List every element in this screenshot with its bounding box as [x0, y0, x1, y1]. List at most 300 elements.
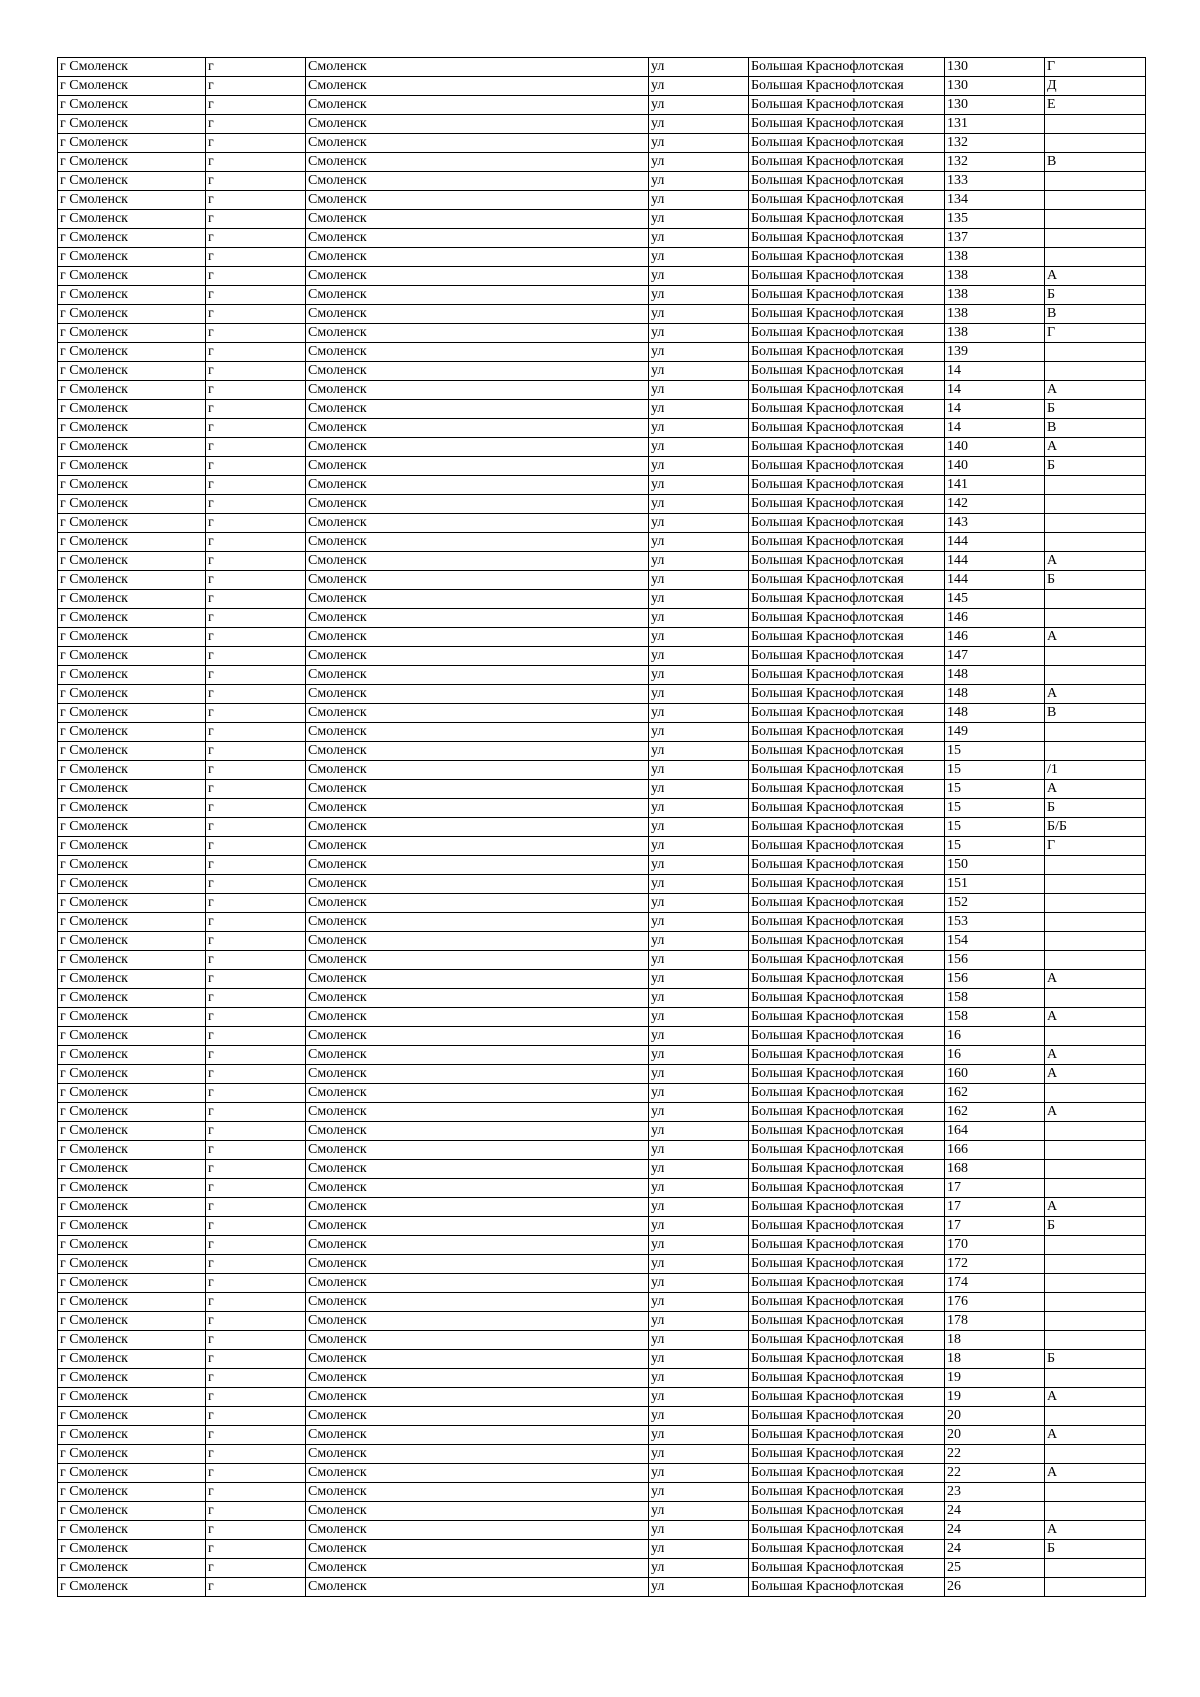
locality-name-cell: Смоленск [306, 457, 649, 476]
table-row [58, 1464, 1146, 1483]
street-name-cell: Большая Краснофлотская [749, 552, 945, 571]
city-full-cell: г Смоленск [58, 1502, 206, 1521]
locality-name-cell: Смоленск [306, 1388, 649, 1407]
locality-name-cell: Смоленск [306, 286, 649, 305]
building-letter-cell: Б [1045, 1540, 1146, 1559]
street-name-cell: Большая Краснофлотская [749, 723, 945, 742]
locality-name-cell: Смоленск [306, 1578, 649, 1597]
street-name-cell: Большая Краснофлотская [749, 438, 945, 457]
locality-type-cell: г [206, 1312, 306, 1331]
table-row [58, 115, 1146, 134]
street-name-cell: Большая Краснофлотская [749, 210, 945, 229]
table-row [58, 1426, 1146, 1445]
house-number-cell: 16 [945, 1027, 1045, 1046]
locality-name-cell: Смоленск [306, 666, 649, 685]
locality-name-cell: Смоленск [306, 894, 649, 913]
street-type-cell: ул [649, 324, 749, 343]
house-number-cell: 130 [945, 77, 1045, 96]
locality-type-cell: г [206, 856, 306, 875]
table-row [58, 818, 1146, 837]
locality-name-cell: Смоленск [306, 381, 649, 400]
table-row [58, 1179, 1146, 1198]
city-full-cell: г Смоленск [58, 210, 206, 229]
street-type-cell: ул [649, 685, 749, 704]
table-row [58, 1008, 1146, 1027]
street-type-cell: ул [649, 267, 749, 286]
street-type-cell: ул [649, 780, 749, 799]
street-type-cell: ул [649, 1559, 749, 1578]
locality-type-cell: г [206, 1350, 306, 1369]
locality-type-cell: г [206, 1217, 306, 1236]
locality-type-cell: г [206, 419, 306, 438]
locality-name-cell: Смоленск [306, 438, 649, 457]
street-name-cell: Большая Краснофлотская [749, 1407, 945, 1426]
locality-type-cell: г [206, 1008, 306, 1027]
street-name-cell: Большая Краснофлотская [749, 324, 945, 343]
table-row [58, 58, 1146, 77]
city-full-cell: г Смоленск [58, 571, 206, 590]
building-letter-cell: В [1045, 704, 1146, 723]
locality-type-cell: г [206, 1122, 306, 1141]
building-letter-cell [1045, 134, 1146, 153]
locality-type-cell: г [206, 1464, 306, 1483]
building-letter-cell: А [1045, 381, 1146, 400]
locality-type-cell: г [206, 438, 306, 457]
city-full-cell: г Смоленск [58, 248, 206, 267]
building-letter-cell [1045, 533, 1146, 552]
street-type-cell: ул [649, 58, 749, 77]
locality-name-cell: Смоленск [306, 1160, 649, 1179]
locality-name-cell: Смоленск [306, 1369, 649, 1388]
locality-name-cell: Смоленск [306, 704, 649, 723]
street-name-cell: Большая Краснофлотская [749, 1445, 945, 1464]
locality-type-cell: г [206, 704, 306, 723]
street-type-cell: ул [649, 913, 749, 932]
locality-name-cell: Смоленск [306, 1217, 649, 1236]
street-name-cell: Большая Краснофлотская [749, 115, 945, 134]
locality-type-cell: г [206, 115, 306, 134]
street-type-cell: ул [649, 400, 749, 419]
street-type-cell: ул [649, 894, 749, 913]
city-full-cell: г Смоленск [58, 609, 206, 628]
street-name-cell: Большая Краснофлотская [749, 419, 945, 438]
city-full-cell: г Смоленск [58, 343, 206, 362]
street-name-cell: Большая Краснофлотская [749, 58, 945, 77]
street-name-cell: Большая Краснофлотская [749, 1502, 945, 1521]
table-row [58, 1293, 1146, 1312]
house-number-cell: 146 [945, 609, 1045, 628]
house-number-cell: 138 [945, 324, 1045, 343]
house-number-cell: 19 [945, 1369, 1045, 1388]
street-name-cell: Большая Краснофлотская [749, 1027, 945, 1046]
locality-name-cell: Смоленск [306, 590, 649, 609]
street-type-cell: ул [649, 818, 749, 837]
house-number-cell: 138 [945, 286, 1045, 305]
locality-type-cell: г [206, 153, 306, 172]
locality-name-cell: Смоленск [306, 514, 649, 533]
house-number-cell: 148 [945, 685, 1045, 704]
table-row [58, 1236, 1146, 1255]
locality-name-cell: Смоленск [306, 1445, 649, 1464]
house-number-cell: 24 [945, 1521, 1045, 1540]
locality-type-cell: г [206, 799, 306, 818]
locality-type-cell: г [206, 628, 306, 647]
street-name-cell: Большая Краснофлотская [749, 1160, 945, 1179]
locality-type-cell: г [206, 1388, 306, 1407]
city-full-cell: г Смоленск [58, 229, 206, 248]
street-type-cell: ул [649, 1312, 749, 1331]
table-row [58, 1065, 1146, 1084]
house-number-cell: 170 [945, 1236, 1045, 1255]
locality-type-cell: г [206, 1141, 306, 1160]
street-type-cell: ул [649, 1141, 749, 1160]
table-row [58, 438, 1146, 457]
street-type-cell: ул [649, 856, 749, 875]
building-letter-cell [1045, 1141, 1146, 1160]
building-letter-cell [1045, 1255, 1146, 1274]
locality-type-cell: г [206, 818, 306, 837]
building-letter-cell: Г [1045, 58, 1146, 77]
building-letter-cell [1045, 1559, 1146, 1578]
house-number-cell: 18 [945, 1350, 1045, 1369]
street-type-cell: ул [649, 153, 749, 172]
locality-name-cell: Смоленск [306, 343, 649, 362]
street-type-cell: ул [649, 970, 749, 989]
street-name-cell: Большая Краснофлотская [749, 818, 945, 837]
street-name-cell: Большая Краснофлотская [749, 248, 945, 267]
city-full-cell: г Смоленск [58, 1198, 206, 1217]
table-row [58, 343, 1146, 362]
street-name-cell: Большая Краснофлотская [749, 609, 945, 628]
locality-name-cell: Смоленск [306, 1521, 649, 1540]
locality-name-cell: Смоленск [306, 115, 649, 134]
house-number-cell: 15 [945, 837, 1045, 856]
table-row [58, 1027, 1146, 1046]
locality-name-cell: Смоленск [306, 1065, 649, 1084]
locality-name-cell: Смоленск [306, 742, 649, 761]
locality-name-cell: Смоленск [306, 533, 649, 552]
locality-name-cell: Смоленск [306, 780, 649, 799]
street-type-cell: ул [649, 191, 749, 210]
street-name-cell: Большая Краснофлотская [749, 761, 945, 780]
street-name-cell: Большая Краснофлотская [749, 267, 945, 286]
house-number-cell: 15 [945, 799, 1045, 818]
city-full-cell: г Смоленск [58, 1464, 206, 1483]
city-full-cell: г Смоленск [58, 153, 206, 172]
city-full-cell: г Смоленск [58, 1160, 206, 1179]
street-type-cell: ул [649, 1445, 749, 1464]
building-letter-cell: А [1045, 1388, 1146, 1407]
street-type-cell: ул [649, 837, 749, 856]
locality-type-cell: г [206, 286, 306, 305]
city-full-cell: г Смоленск [58, 381, 206, 400]
locality-type-cell: г [206, 210, 306, 229]
street-type-cell: ул [649, 590, 749, 609]
locality-type-cell: г [206, 571, 306, 590]
house-number-cell: 164 [945, 1122, 1045, 1141]
street-name-cell: Большая Краснофлотская [749, 875, 945, 894]
table-row [58, 1084, 1146, 1103]
building-letter-cell [1045, 514, 1146, 533]
city-full-cell: г Смоленск [58, 419, 206, 438]
table-row [58, 856, 1146, 875]
building-letter-cell [1045, 1027, 1146, 1046]
street-name-cell: Большая Краснофлотская [749, 932, 945, 951]
building-letter-cell: А [1045, 685, 1146, 704]
building-letter-cell: А [1045, 1008, 1146, 1027]
locality-type-cell: г [206, 1407, 306, 1426]
locality-type-cell: г [206, 77, 306, 96]
table-row [58, 1103, 1146, 1122]
table-row [58, 1141, 1146, 1160]
city-full-cell: г Смоленск [58, 685, 206, 704]
street-name-cell: Большая Краснофлотская [749, 1388, 945, 1407]
street-type-cell: ул [649, 989, 749, 1008]
locality-name-cell: Смоленск [306, 628, 649, 647]
street-name-cell: Большая Краснофлотская [749, 970, 945, 989]
building-letter-cell [1045, 1407, 1146, 1426]
city-full-cell: г Смоленск [58, 1122, 206, 1141]
locality-type-cell: г [206, 647, 306, 666]
locality-name-cell: Смоленск [306, 1350, 649, 1369]
table-row [58, 77, 1146, 96]
locality-name-cell: Смоленск [306, 1293, 649, 1312]
city-full-cell: г Смоленск [58, 1578, 206, 1597]
street-name-cell: Большая Краснофлотская [749, 1369, 945, 1388]
street-type-cell: ул [649, 77, 749, 96]
building-letter-cell [1045, 1122, 1146, 1141]
table-row [58, 571, 1146, 590]
city-full-cell: г Смоленск [58, 1293, 206, 1312]
street-type-cell: ул [649, 1217, 749, 1236]
house-number-cell: 131 [945, 115, 1045, 134]
locality-name-cell: Смоленск [306, 970, 649, 989]
building-letter-cell [1045, 1274, 1146, 1293]
locality-name-cell: Смоленск [306, 495, 649, 514]
city-full-cell: г Смоленск [58, 856, 206, 875]
locality-type-cell: г [206, 134, 306, 153]
city-full-cell: г Смоленск [58, 400, 206, 419]
street-type-cell: ул [649, 571, 749, 590]
locality-type-cell: г [206, 305, 306, 324]
building-letter-cell [1045, 951, 1146, 970]
street-type-cell: ул [649, 1521, 749, 1540]
table-row [58, 1502, 1146, 1521]
city-full-cell: г Смоленск [58, 1084, 206, 1103]
table-row [58, 552, 1146, 571]
house-number-cell: 132 [945, 134, 1045, 153]
house-number-cell: 156 [945, 951, 1045, 970]
locality-type-cell: г [206, 1559, 306, 1578]
locality-name-cell: Смоленск [306, 1426, 649, 1445]
street-name-cell: Большая Краснофлотская [749, 172, 945, 191]
table-row [58, 514, 1146, 533]
building-letter-cell [1045, 1369, 1146, 1388]
table-row [58, 1369, 1146, 1388]
locality-type-cell: г [206, 400, 306, 419]
locality-name-cell: Смоленск [306, 552, 649, 571]
street-type-cell: ул [649, 1540, 749, 1559]
street-type-cell: ул [649, 495, 749, 514]
locality-type-cell: г [206, 1255, 306, 1274]
street-type-cell: ул [649, 666, 749, 685]
building-letter-cell: Е [1045, 96, 1146, 115]
street-type-cell: ул [649, 1198, 749, 1217]
city-full-cell: г Смоленск [58, 1407, 206, 1426]
street-type-cell: ул [649, 552, 749, 571]
city-full-cell: г Смоленск [58, 77, 206, 96]
locality-name-cell: Смоленск [306, 951, 649, 970]
table-row [58, 495, 1146, 514]
locality-type-cell: г [206, 1369, 306, 1388]
locality-type-cell: г [206, 1426, 306, 1445]
building-letter-cell [1045, 495, 1146, 514]
street-type-cell: ул [649, 628, 749, 647]
city-full-cell: г Смоленск [58, 552, 206, 571]
table-row [58, 229, 1146, 248]
house-number-cell: 174 [945, 1274, 1045, 1293]
table-row [58, 1331, 1146, 1350]
city-full-cell: г Смоленск [58, 58, 206, 77]
house-number-cell: 22 [945, 1445, 1045, 1464]
street-name-cell: Большая Краснофлотская [749, 913, 945, 932]
locality-type-cell: г [206, 1502, 306, 1521]
locality-type-cell: г [206, 1293, 306, 1312]
street-type-cell: ул [649, 514, 749, 533]
building-letter-cell: А [1045, 1046, 1146, 1065]
table-row [58, 1122, 1146, 1141]
house-number-cell: 158 [945, 1008, 1045, 1027]
street-type-cell: ул [649, 286, 749, 305]
city-full-cell: г Смоленск [58, 989, 206, 1008]
locality-name-cell: Смоленск [306, 1255, 649, 1274]
house-number-cell: 145 [945, 590, 1045, 609]
house-number-cell: 166 [945, 1141, 1045, 1160]
house-number-cell: 162 [945, 1084, 1045, 1103]
locality-name-cell: Смоленск [306, 1483, 649, 1502]
building-letter-cell: Б [1045, 571, 1146, 590]
street-name-cell: Большая Краснофлотская [749, 343, 945, 362]
house-number-cell: 154 [945, 932, 1045, 951]
locality-type-cell: г [206, 457, 306, 476]
city-full-cell: г Смоленск [58, 533, 206, 552]
building-letter-cell [1045, 1502, 1146, 1521]
locality-type-cell: г [206, 96, 306, 115]
locality-type-cell: г [206, 1198, 306, 1217]
street-type-cell: ул [649, 1084, 749, 1103]
street-name-cell: Большая Краснофлотская [749, 1008, 945, 1027]
city-full-cell: г Смоленск [58, 96, 206, 115]
house-number-cell: 14 [945, 381, 1045, 400]
table-row [58, 590, 1146, 609]
city-full-cell: г Смоленск [58, 1312, 206, 1331]
street-name-cell: Большая Краснофлотская [749, 1217, 945, 1236]
street-type-cell: ул [649, 799, 749, 818]
street-type-cell: ул [649, 248, 749, 267]
table-row [58, 1274, 1146, 1293]
house-number-cell: 152 [945, 894, 1045, 913]
street-type-cell: ул [649, 742, 749, 761]
locality-type-cell: г [206, 552, 306, 571]
building-letter-cell [1045, 1236, 1146, 1255]
building-letter-cell [1045, 742, 1146, 761]
street-name-cell: Большая Краснофлотская [749, 1084, 945, 1103]
table-row [58, 989, 1146, 1008]
table-row [58, 400, 1146, 419]
house-number-cell: 178 [945, 1312, 1045, 1331]
street-type-cell: ул [649, 1160, 749, 1179]
street-name-cell: Большая Краснофлотская [749, 666, 945, 685]
table-row [58, 362, 1146, 381]
locality-name-cell: Смоленск [306, 134, 649, 153]
locality-type-cell: г [206, 894, 306, 913]
house-number-cell: 24 [945, 1540, 1045, 1559]
city-full-cell: г Смоленск [58, 134, 206, 153]
locality-name-cell: Смоленск [306, 647, 649, 666]
building-letter-cell: В [1045, 305, 1146, 324]
building-letter-cell [1045, 856, 1146, 875]
street-type-cell: ул [649, 761, 749, 780]
street-name-cell: Большая Краснофлотская [749, 1103, 945, 1122]
table-row [58, 875, 1146, 894]
table-row [58, 723, 1146, 742]
house-number-cell: 25 [945, 1559, 1045, 1578]
house-number-cell: 141 [945, 476, 1045, 495]
house-number-cell: 26 [945, 1578, 1045, 1597]
locality-type-cell: г [206, 837, 306, 856]
table-row [58, 457, 1146, 476]
building-letter-cell [1045, 1293, 1146, 1312]
locality-name-cell: Смоленск [306, 248, 649, 267]
locality-name-cell: Смоленск [306, 1027, 649, 1046]
locality-name-cell: Смоленск [306, 837, 649, 856]
locality-type-cell: г [206, 989, 306, 1008]
building-letter-cell [1045, 172, 1146, 191]
locality-type-cell: г [206, 1540, 306, 1559]
locality-name-cell: Смоленск [306, 1122, 649, 1141]
table-row [58, 381, 1146, 400]
building-letter-cell: Б [1045, 286, 1146, 305]
building-letter-cell [1045, 1578, 1146, 1597]
street-name-cell: Большая Краснофлотская [749, 1141, 945, 1160]
street-name-cell: Большая Краснофлотская [749, 571, 945, 590]
table-row [58, 1046, 1146, 1065]
city-full-cell: г Смоленск [58, 875, 206, 894]
building-letter-cell [1045, 913, 1146, 932]
table-row [58, 305, 1146, 324]
building-letter-cell: Б [1045, 1217, 1146, 1236]
table-row [58, 704, 1146, 723]
address-table [57, 57, 1146, 1597]
building-letter-cell: Б [1045, 457, 1146, 476]
locality-name-cell: Смоленск [306, 1179, 649, 1198]
street-name-cell: Большая Краснофлотская [749, 894, 945, 913]
building-letter-cell: Д [1045, 77, 1146, 96]
street-type-cell: ул [649, 1388, 749, 1407]
street-name-cell: Большая Краснофлотская [749, 400, 945, 419]
street-type-cell: ул [649, 1483, 749, 1502]
house-number-cell: 140 [945, 438, 1045, 457]
table-row [58, 1521, 1146, 1540]
table-row [58, 172, 1146, 191]
city-full-cell: г Смоленск [58, 1388, 206, 1407]
street-name-cell: Большая Краснофлотская [749, 799, 945, 818]
house-number-cell: 19 [945, 1388, 1045, 1407]
locality-name-cell: Смоленск [306, 761, 649, 780]
street-name-cell: Большая Краснофлотская [749, 1350, 945, 1369]
table-row [58, 267, 1146, 286]
house-number-cell: 158 [945, 989, 1045, 1008]
